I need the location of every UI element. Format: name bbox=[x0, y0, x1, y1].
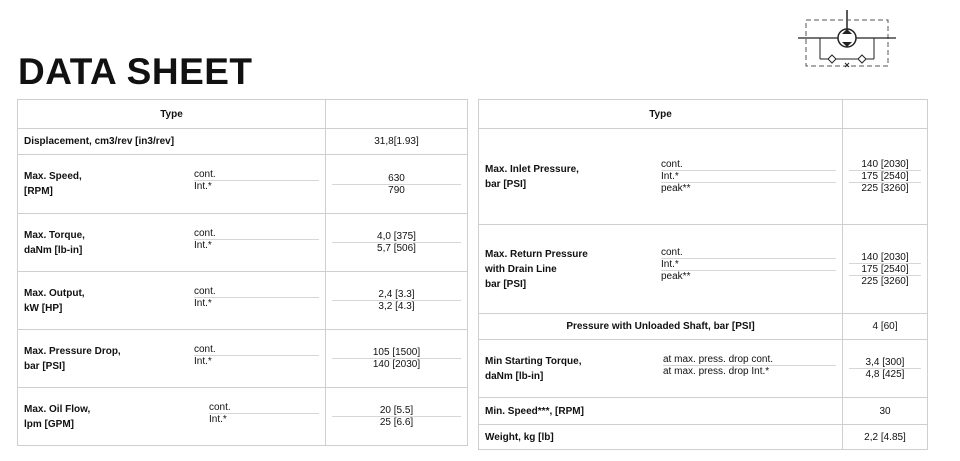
max-speed-sub-int: Int.* bbox=[194, 180, 319, 192]
starting-value-int: 4,8 [425] bbox=[849, 368, 921, 380]
starting-torque-row bbox=[479, 340, 928, 398]
inlet-value-cont: 140 [2030] bbox=[861, 159, 909, 170]
max-oil-flow-sub-int: Int.* bbox=[209, 413, 319, 425]
weight-value: 2,2 [4.85] bbox=[843, 425, 928, 450]
displacement-label: Displacement, cm3/rev [in3/rev] bbox=[18, 129, 326, 155]
right-type-value-header bbox=[843, 100, 928, 129]
return-value-int: 175 [2540] bbox=[849, 263, 921, 275]
unloaded-shaft-label: Pressure with Unloaded Shaft, bar [PSI] bbox=[479, 314, 843, 340]
min-speed-label: Min. Speed***, [RPM] bbox=[479, 398, 843, 425]
return-pressure-row bbox=[479, 225, 928, 314]
max-output-sub-cont: cont. bbox=[194, 285, 216, 297]
max-speed-value-int: 790 bbox=[332, 184, 461, 196]
min-speed-value: 30 bbox=[843, 398, 928, 425]
max-pressure-drop-value-int: 140 [2030] bbox=[332, 358, 461, 370]
max-output-label: Max. Output, kW [HP] bbox=[24, 287, 85, 314]
return-pressure-label: Max. Return Pressure with Drain Line bar [PSI] bbox=[485, 248, 588, 290]
right-type-header: Type bbox=[479, 100, 843, 129]
right-spec-table bbox=[478, 99, 928, 450]
starting-torque-label: Min Starting Torque, daNm [lb-in] bbox=[485, 355, 582, 382]
return-sub-int: Int.* bbox=[661, 258, 836, 270]
max-torque-value-int: 5,7 [506] bbox=[332, 242, 461, 254]
starting-value-cont: 3,4 [300] bbox=[865, 357, 905, 368]
inlet-pressure-label: Max. Inlet Pressure, bar [PSI] bbox=[485, 163, 579, 190]
page-title: DATA SHEET bbox=[18, 51, 253, 92]
left-header-row bbox=[18, 100, 468, 129]
inlet-pressure-row bbox=[479, 129, 928, 225]
return-sub-peak: peak** bbox=[661, 270, 836, 282]
max-torque-sub-int: Int.* bbox=[194, 239, 319, 251]
max-oil-flow-value-cont: 20 [5.5] bbox=[379, 405, 414, 416]
max-speed-label: Max. Speed, [RPM] bbox=[24, 171, 82, 197]
max-pressure-drop-row bbox=[18, 330, 468, 388]
max-speed-row bbox=[18, 155, 468, 214]
left-spec-table bbox=[17, 99, 468, 446]
max-pressure-drop-sub-int: Int.* bbox=[194, 355, 319, 367]
inlet-value-int: 175 [2540] bbox=[849, 170, 921, 182]
displacement-row bbox=[18, 129, 468, 155]
return-sub-cont: cont. bbox=[661, 246, 683, 258]
max-pressure-drop-value-cont: 105 [1500] bbox=[372, 347, 421, 358]
unloaded-shaft-row bbox=[479, 314, 928, 340]
hydraulic-motor-symbol-icon bbox=[798, 10, 896, 72]
max-oil-flow-label: Max. Oil Flow, lpm [GPM] bbox=[24, 403, 91, 430]
max-pressure-drop-label: Max. Pressure Drop, bar [PSI] bbox=[24, 345, 121, 372]
max-output-sub-int: Int.* bbox=[194, 297, 319, 309]
max-torque-label: Max. Torque, daNm [lb-in] bbox=[24, 229, 85, 256]
starting-sub-int: at max. press. drop Int.* bbox=[663, 365, 836, 377]
weight-label: Weight, kg [lb] bbox=[479, 425, 843, 450]
max-speed-sub-cont: cont. bbox=[194, 169, 216, 180]
max-output-value-cont: 2,4 [3.3] bbox=[378, 289, 415, 300]
inlet-sub-cont: cont. bbox=[661, 159, 683, 170]
max-oil-flow-row bbox=[18, 388, 468, 446]
starting-sub-cont: at max. press. drop cont. bbox=[663, 353, 774, 365]
return-value-cont: 140 [2030] bbox=[861, 251, 909, 263]
max-speed-value-cont: 630 bbox=[388, 172, 405, 184]
inlet-sub-int: Int.* bbox=[661, 170, 836, 182]
max-output-value-int: 3,2 [4.3] bbox=[332, 300, 461, 312]
type-header: Type bbox=[18, 100, 326, 129]
max-output-row bbox=[18, 272, 468, 330]
max-oil-flow-value-int: 25 [6.6] bbox=[332, 416, 461, 428]
displacement-value: 31,8[1.93] bbox=[326, 129, 468, 155]
max-torque-sub-cont: cont. bbox=[194, 227, 216, 239]
right-header-row bbox=[479, 100, 928, 129]
max-torque-row bbox=[18, 214, 468, 272]
unloaded-shaft-value: 4 [60] bbox=[843, 314, 928, 340]
max-oil-flow-sub-cont: cont. bbox=[209, 401, 231, 413]
weight-row bbox=[479, 425, 928, 450]
min-speed-row bbox=[479, 398, 928, 425]
type-value-header bbox=[326, 100, 468, 129]
max-torque-value-cont: 4,0 [375] bbox=[377, 231, 416, 242]
inlet-sub-peak: peak** bbox=[661, 182, 836, 194]
max-pressure-drop-sub-cont: cont. bbox=[194, 343, 216, 355]
return-value-peak: 225 [3260] bbox=[849, 275, 921, 287]
inlet-value-peak: 225 [3260] bbox=[849, 182, 921, 194]
